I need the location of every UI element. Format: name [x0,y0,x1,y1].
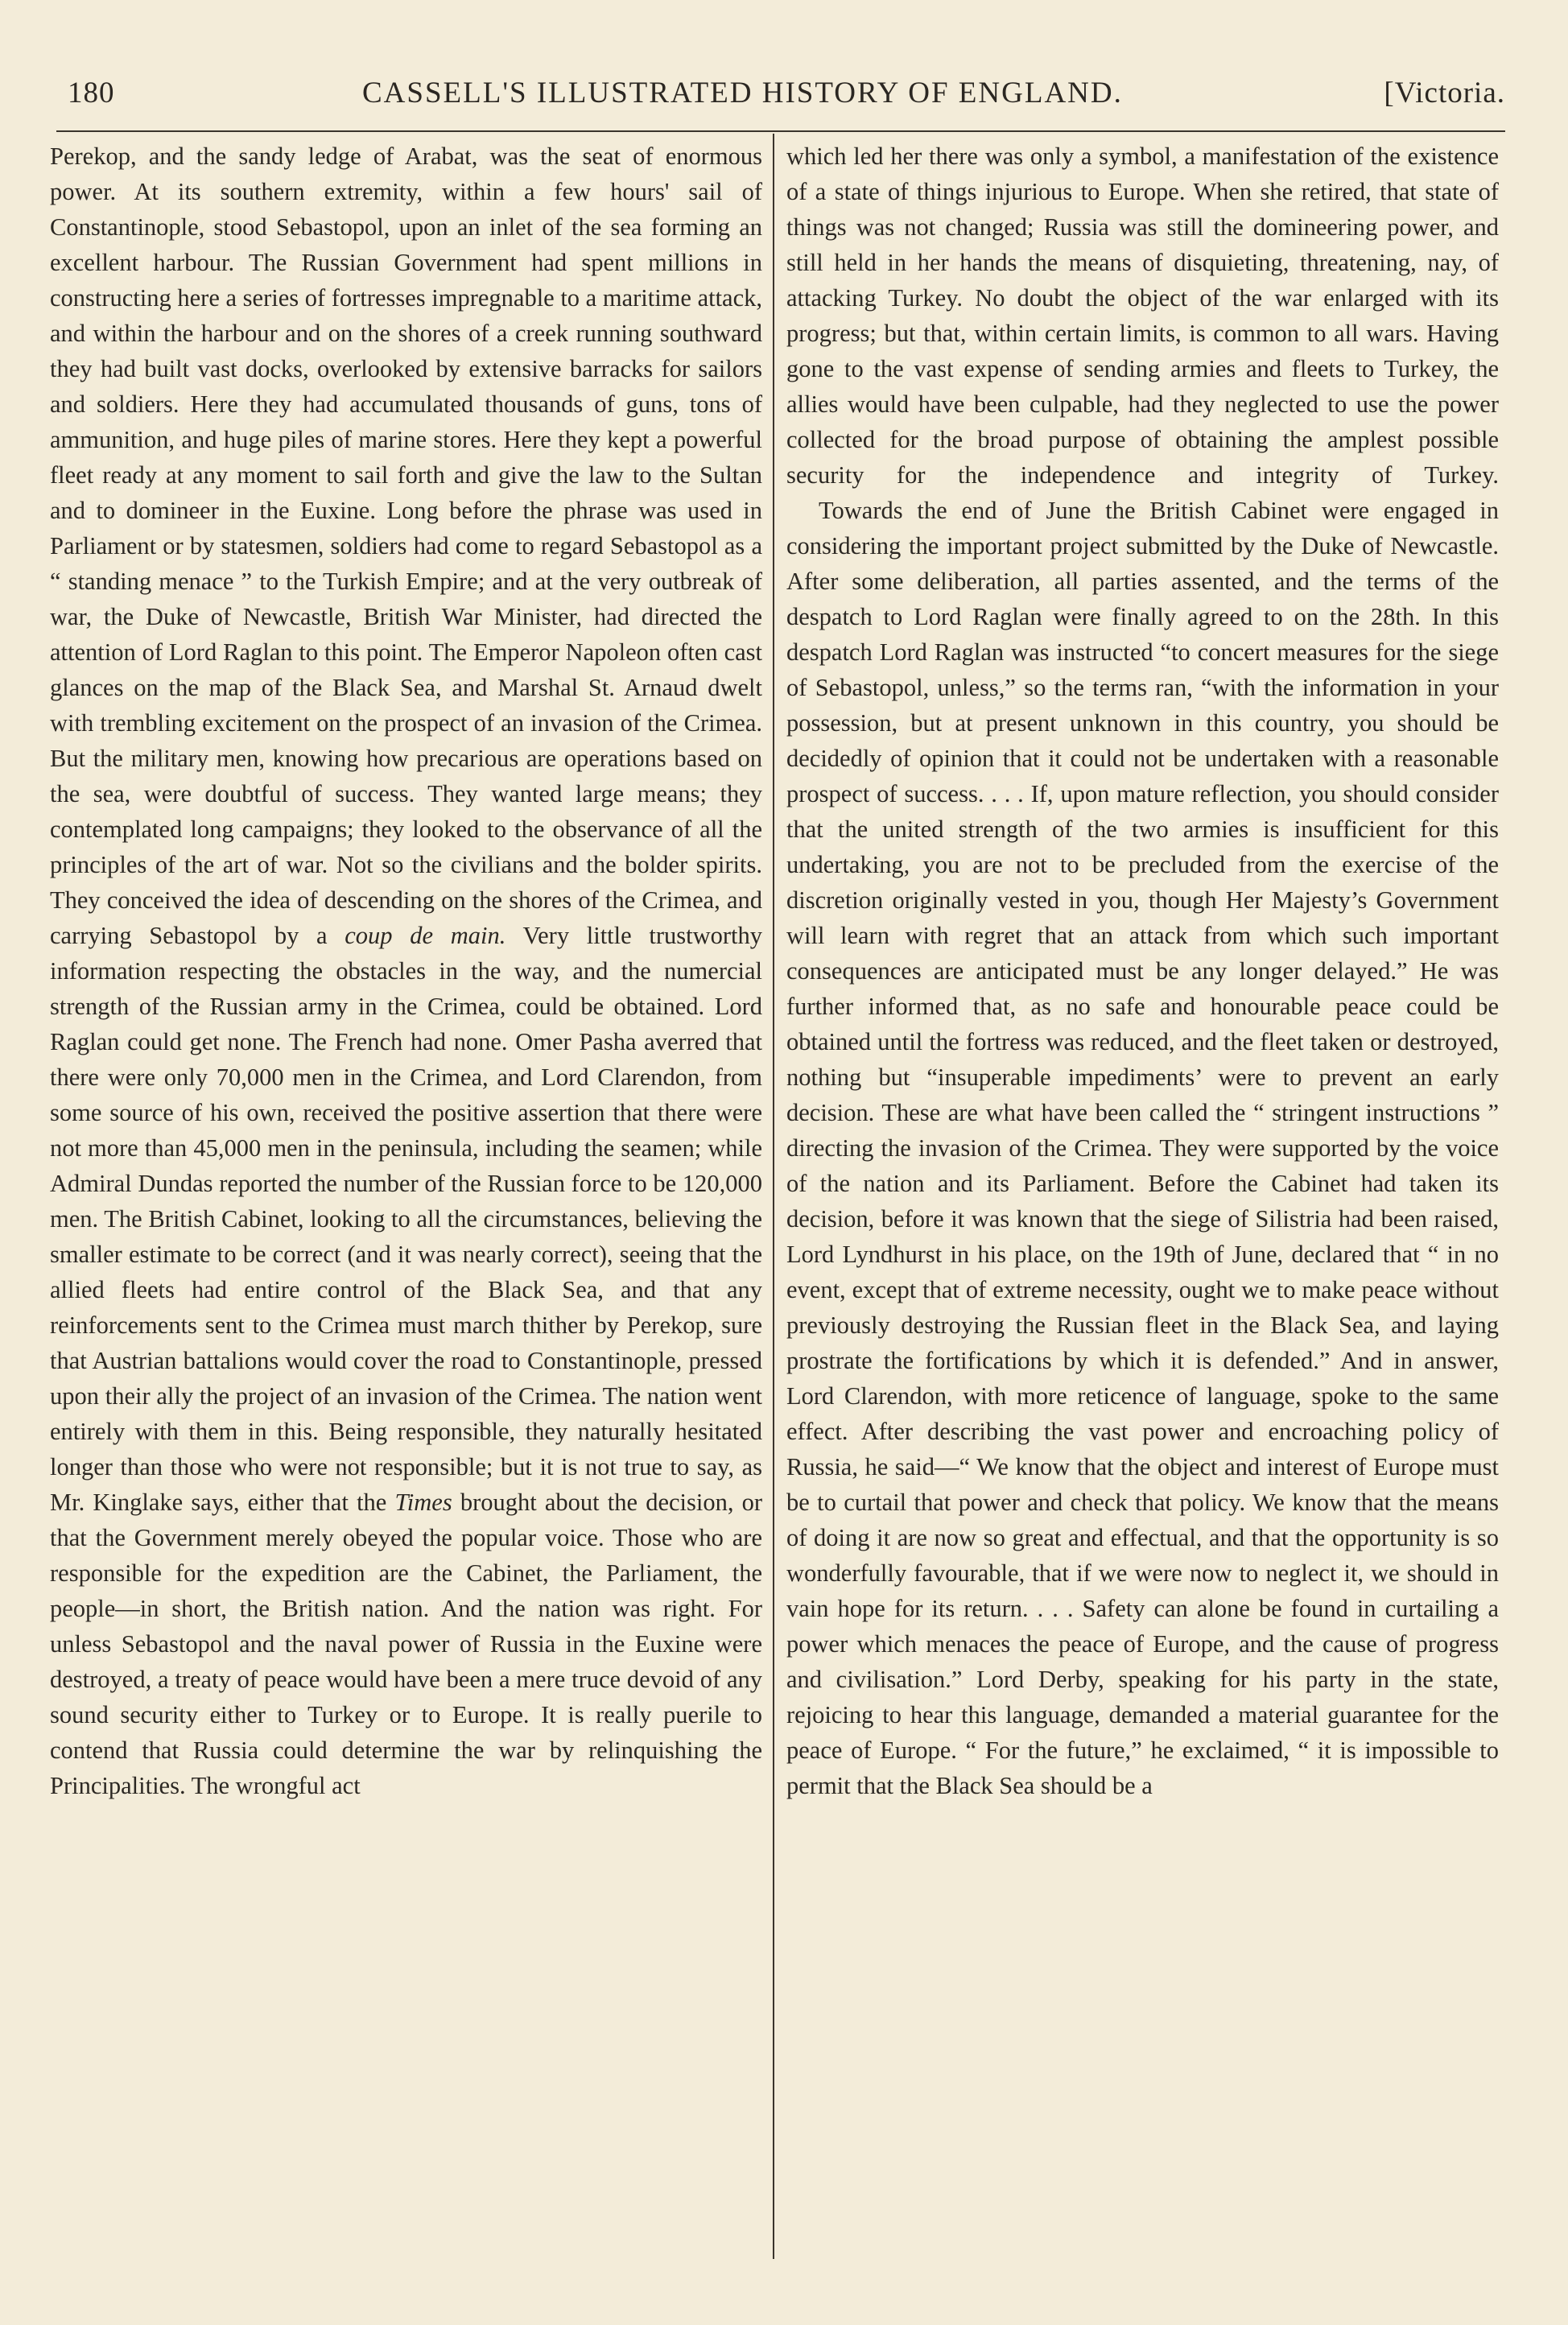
paragraph: Towards the end of June the British Cabinet were engaged in considering the important project submitted by the Duke of Newcastle. After some deliberation, all parties assented, and the terms of the despatch to Lord Raglan were finally agreed to on the 28th. In this despatch Lord Raglan was instructed “to concert measures for the siege of Sebastopol, unless,” so the terms ran, “with the information in your possession, but at present unknown in this country, you should be decidedly of opinion that it could not be undertaken with a reasonable prospect of success. . . . If, upon mature reflection, you should consider that the united strength of the two armies is insufficient for this undertaking, you are not to be precluded from the exercise of the discretion originally vested in you, though Her Majesty’s Government will learn with regret that an attack from which such important consequences are anticipated must be any longer delayed.” He was further informed that, as no safe and honourable peace could be obtained until the fortress was reduced, and the fleet taken or destroyed, nothing but “insuperable impediments’ were to prevent an early decision. These are what have been called the “ stringent instructions ” directing the invasion of the Crimea. They were supported by the voice of the nation and its Parliament. Before the Cabinet had taken its decision, before it was known that the siege of Silistria had been raised, Lord Lyndhurst in his place, on the 19th of June, declared that “ in no event, except that of extreme necessity, ought we to make peace without previously destroying the Russian fleet in the Black Sea, and laying prostrate the fortifications by which it is defended.” And in answer, Lord Clarendon, with more reticence of language, spoke to the same effect. After describing the vast power and encroaching policy of Russia, he said—“ We know that the object and interest of Europe must be to curtail that power and check that policy. We know that the means of doing it are now so great and effectual, and that the opportunity is so wonderfully favourable, that if we were now to neglect it, we should in vain hope for its return. . . . Safety can alone be found in curtailing a power which menaces the peace of Europe, and the cause of progress and civilisation.” Lord Derby, speaking for his party in the state, rejoicing to hear this language, demanded a material guarantee for the peace of Europe. “ For the future,” he exclaimed, “ it is impossible to permit that the Black Sea should be a [786,497,1499,1799]
page-number: 180 [68,76,115,109]
italic-text: Times [394,1489,452,1516]
right-column [786,138,1499,1803]
italic-text: coup de main. [345,922,506,949]
text-run: brought about the decision, or that the Government merely obeyed the popular voice. Those who are responsible for the expedition are the Cabinet, the Parliament, the people—in short, the British nation. And the nation was right. For unless Sebastopol and the naval power of Russia in the Euxine were destroyed, a treaty of peace would have been a mere truce devoid of any sound security either to Turkey or to Europe. It is really puerile to contend that Russia could determine the war by relinquishing the Principalities. The wrongful act [50,1489,763,1799]
paragraph [50,138,762,1803]
reign-label: [Victoria. [1384,76,1505,109]
text-run: Perekop, and the sandy ledge of Arabat, was the seat of enormous power. At its southern extremity, within a few hours' sail of Constantinople, stood Sebastopol, upon an inlet of the sea forming an excellent harbour. The Russian Government had spent millions in constructing here a series of fortresses impregnable to a maritime attack, and within the harbour and on the shores of a creek running southward they had built vast docks, overlooked by extensive barracks for sailors and soldiers. Here they had accumulated thousands of guns, tons of ammunition, and huge piles of marine stores. Here they kept a powerful fleet ready at any moment to sail forth and give the law to the Sultan and to domineer in the Euxine. Long before the phrase was used in Parliament or by statesmen, soldiers had come to regard Sebastopol as a “ standing menace ” to the Turkish Empire; and at the very outbreak of war, the Duke of Newcastle, British War Minister, had directed the attention of Lord Raglan to this point. The Emperor Napoleon often cast glances on the map of the Black Sea, and Marshal St. Arnaud dwelt with trembling excitement on the prospect of an invasion of the Crimea. But the military men, knowing how precarious are operations based on the sea, were doubtful of success. They wanted large means; they contemplated long campaigns; they looked to the observance of all the principles of the art of war. Not so the civilians and the bolder spirits. They conceived the idea of descending on the shores of the Crimea, and carrying Sebastopol by a [50,142,763,949]
left-column [50,138,762,1803]
text-run: Very little trustworthy information respecting the obstacles in the way, and the numercial strength of the Russian army in the Crimea, could be obtained. Lord Raglan could get none. The French had none. Omer Pasha averred that there were only 70,000 men in the Crimea, and Lord Clarendon, from some source of his own, received the positive assertion that there were not more than 45,000 men in the peninsula, including the seamen; while Admiral Dundas reported the number of the Russian force to be 120,000 men. The British Cabinet, looking to all the circumstances, believing the smaller estimate to be correct (and it was nearly correct), seeing that the allied fleets had entire control of the Black Sea, and that any reinforcements sent to the Crimea must march thither by Perekop, sure that Austrian battalions would cover the road to Constantinople, pressed upon their ally the project of an invasion of the Crimea. The nation went entirely with them in this. Being responsible, they naturally hesitated longer than those who were not responsible; but it is not true to say, as Mr. Kinglake says, either that the [50,922,762,1516]
running-header [56,71,1505,119]
column-divider [773,134,774,2259]
header-rule [56,130,1505,132]
running-title: CASSELL'S ILLUSTRATED HISTORY OF ENGLAND. [362,76,1123,109]
paragraph: which led her there was only a symbol, a manifestation of the existence of a state of things injurious to Europe. When she retired, that state of things was not changed; Russia was still the domineering power, and still held in her hands the means of disquieting, threatening, nay, of attacking Turkey. No doubt the object of the war enlarged with its progress; but that, within certain limits, is common to all wars. Having gone to the vast expense of sending armies and fleets to Turkey, the allies would have been culpable, had they neglected to use the power collected for the broad purpose of obtaining the amplest possible security for the independence and integrity of Turkey. [786,142,1499,489]
